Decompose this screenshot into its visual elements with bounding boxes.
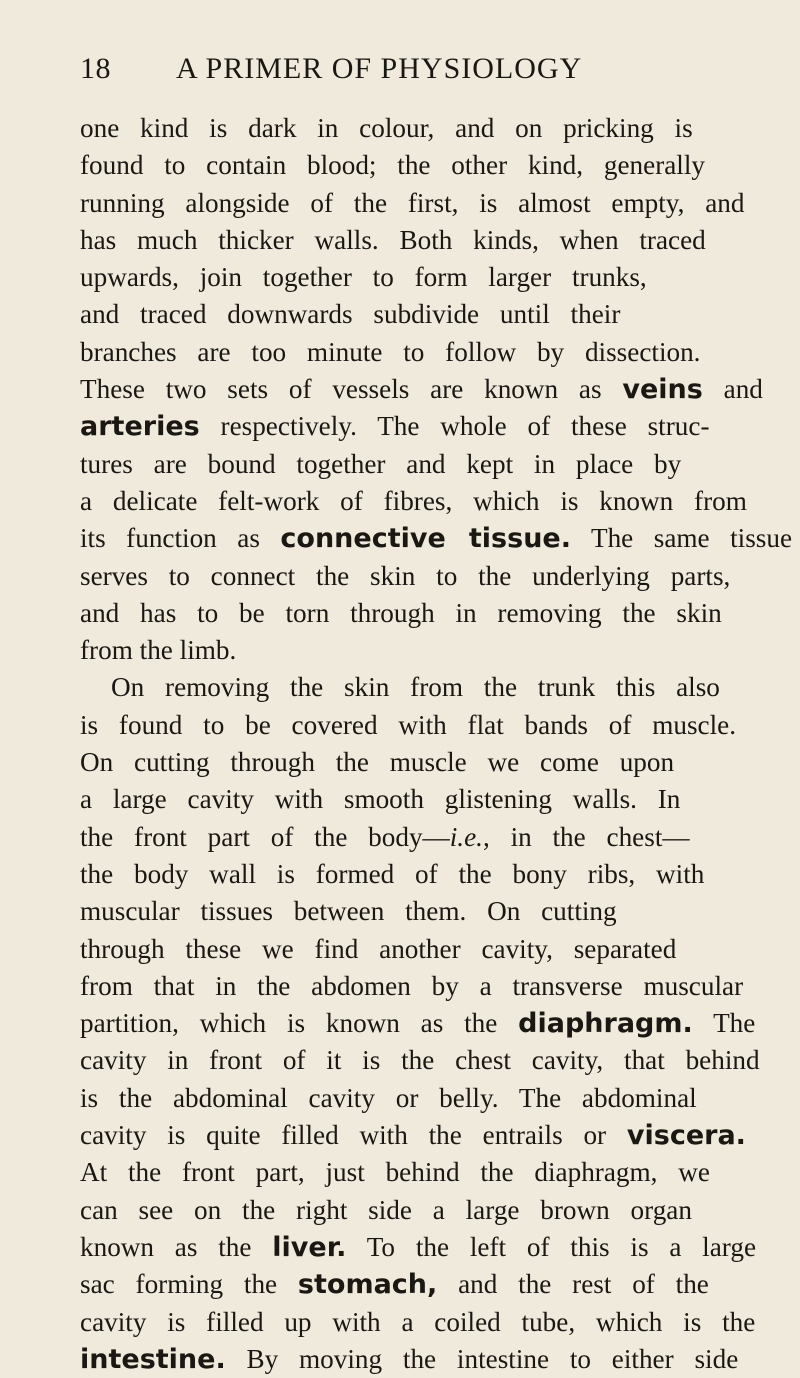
text-line: branches are too minute to follow by dissection. [80,336,701,367]
text-line: has much thicker walls. Both kinds, when traced [80,224,706,255]
text-line: from that in the abdomen by a transverse muscular [80,970,744,1001]
text-line: tures are bound together and kept in place by [80,448,682,479]
text-line: the body wall is formed of the bony ribs, with [80,858,705,889]
term-stomach: stomach, [297,1269,438,1301]
text-line: cavity is filled up with a coiled tube, which is the [80,1306,756,1337]
text-line: and traced downwards subdivide until their [80,299,621,330]
text-line: found to contain blood; the other kind, generally [80,150,706,181]
page-number: 18 [80,52,111,85]
text-line: On cutting through the muscle we come upon [80,747,675,778]
text-line: muscular tissues between them. On cutting [80,896,617,927]
text-line: running alongside of the first, is almost empty, and [80,187,745,218]
text-line: is found to be covered with flat bands of muscle. [80,709,737,740]
running-head [80,52,720,92]
abbreviation-ie: i.e. [449,821,483,852]
term-veins: veins [622,374,703,406]
paragraph-start-line: On removing the skin from the trunk this also [111,672,720,703]
text-line: partition, which is known as the diaphragm. The [80,1008,756,1040]
running-title: A PRIMER OF PHYSIOLOGY [176,52,583,85]
term-diaphragm: diaphragm. [518,1008,693,1040]
text-line: cavity is quite filled with the entrails or viscera. [80,1120,746,1152]
body-text [80,110,792,1378]
text-line: arteries respectively. The whole of these struc- [80,411,710,443]
text-line: serves to connect the skin to the underlying parts, [80,560,731,591]
term-liver: liver. [272,1231,347,1263]
text-line: and has to be torn through in removing the skin [80,597,722,628]
term-arteries: arteries [80,411,200,443]
text-line: intestine. By moving the intestine to either side [80,1343,739,1375]
text-line: cavity in front of it is the chest cavity, that behind [80,1045,760,1076]
text-line: its function as connective tissue. The same tissue [80,523,793,555]
text-line: a delicate felt-work of fibres, which is known from [80,485,747,516]
term-intestine: intestine. [80,1343,226,1375]
text-line: through these we find another cavity, separated [80,933,677,964]
text-line: sac forming the stomach, and the rest of the [80,1269,709,1301]
text-line: the front part of the body—i.e., in the chest— [80,821,690,852]
text-line: known as the liver. To the left of this is a large [80,1231,757,1263]
text-line: These two sets of vessels are known as veins and [80,374,763,406]
text-line: At the front part, just behind the diaphragm, we [80,1157,710,1188]
text-line: can see on the right side a large brown organ [80,1194,692,1225]
text-line: a large cavity with smooth glistening walls. In [80,784,681,815]
text-line: one kind is dark in colour, and on pricking is [80,113,693,143]
term-viscera: viscera. [626,1120,746,1152]
text-line: from the limb. [80,635,237,666]
text-line: upwards, join together to form larger trunks, [80,262,647,293]
text-line: is the abdominal cavity or belly. The abdominal [80,1082,697,1113]
term-connective-tissue: connective tissue. [280,523,571,555]
